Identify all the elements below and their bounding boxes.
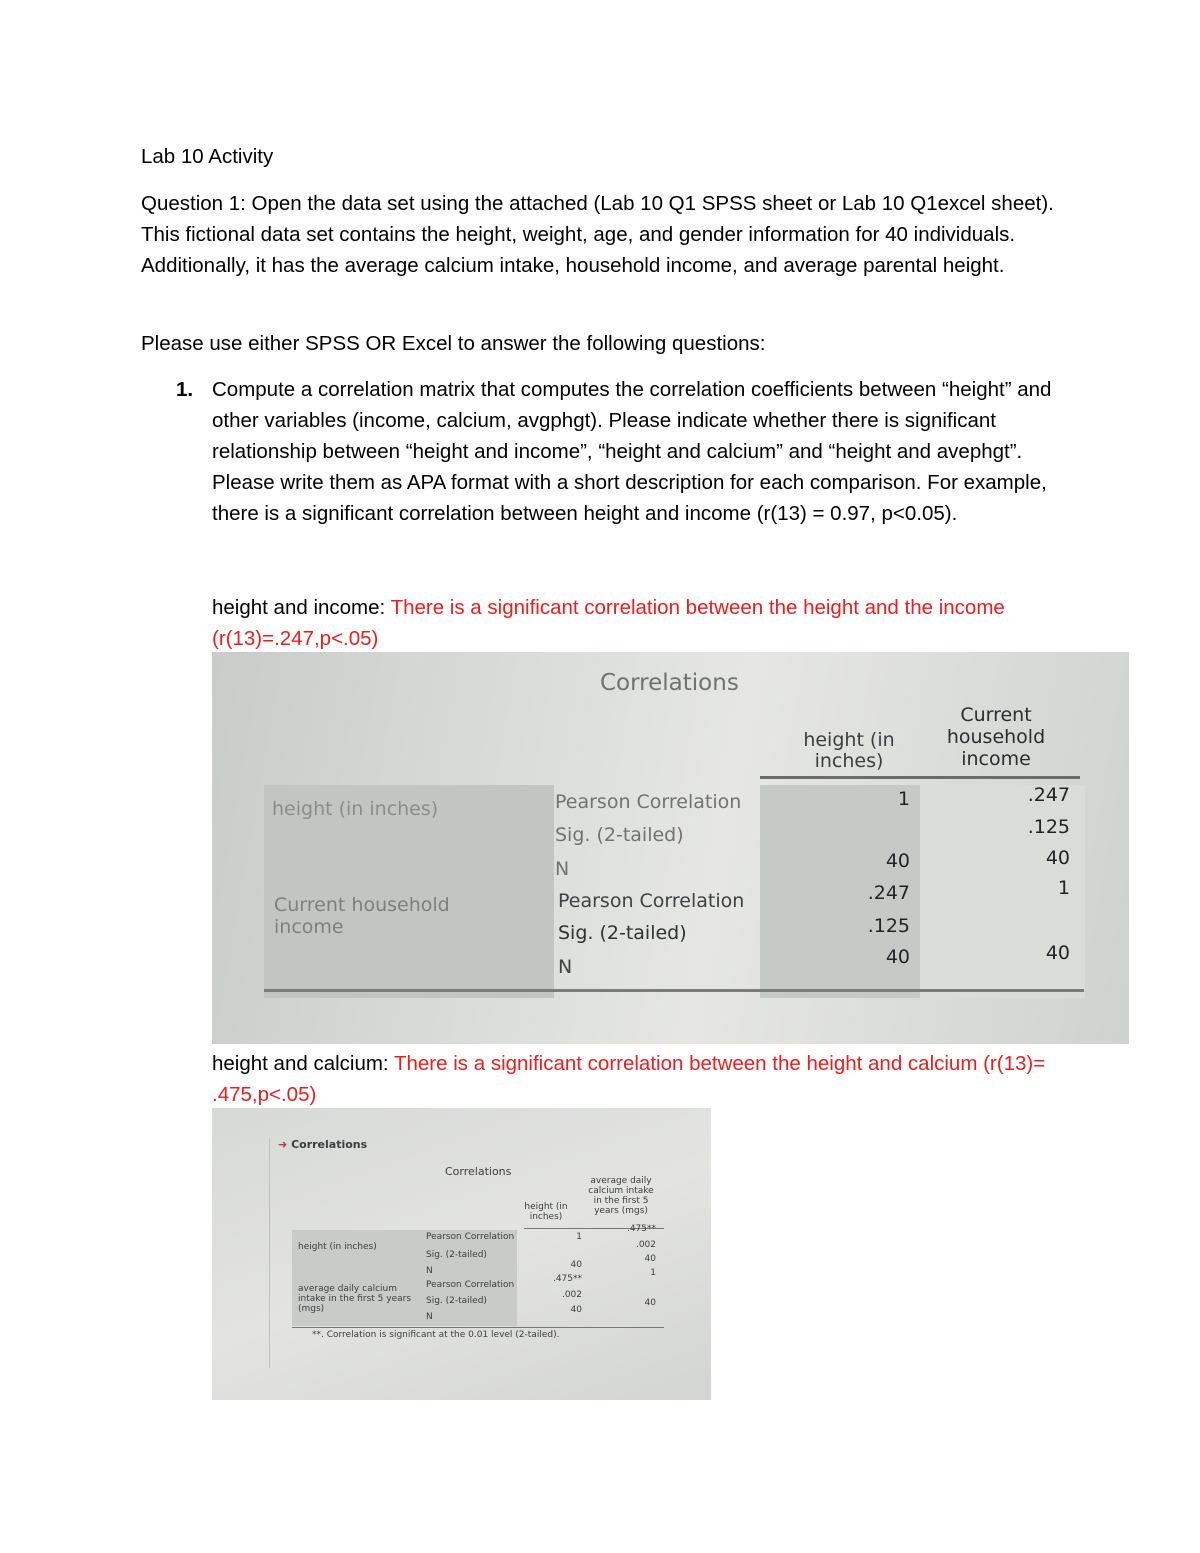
output-section-title <box>278 1138 367 1151</box>
cell-r1-height-n: 40 <box>570 1260 582 1270</box>
answer-height-calcium <box>212 1048 1112 1110</box>
column-header-height: height (in inches) <box>524 1202 568 1222</box>
correlations-photo-income <box>212 652 1129 1044</box>
header-divider <box>760 776 1080 779</box>
column-header-income: Current household income <box>946 704 1046 770</box>
question-1-paragraph: Question 1: Open the data set using the attached (Lab 10 Q1 SPSS sheet or Lab 10 Q1excel sheet). This fictional data set contains the height, weight, age, and gender information for 40 individuals. Additionally, it has the average calcium intake, household income, and average parental height. <box>141 192 1054 277</box>
stat-label-sig-1: Sig. (2-tailed) <box>555 824 684 846</box>
table-footnote: **. Correlation is significant at the 0.01 level (2-tailed). <box>312 1330 560 1340</box>
answer-text: There is a significant correlation between the height and the income (r(13)=.247,p<.05) <box>212 596 1005 650</box>
row-label-height: height (in inches) <box>298 1242 377 1252</box>
cell-r1-calcium-pearson: .475** <box>626 1224 656 1234</box>
answer-label: height and calcium: <box>212 1052 394 1075</box>
stat-label-pearson-2: Pearson Correlation <box>558 890 745 912</box>
answer-label: height and income: <box>212 596 391 619</box>
cell-r2-calcium-n: 40 <box>644 1298 656 1308</box>
cell-r2-income-n: 40 <box>1045 942 1070 964</box>
cell-r1-height-pearson: 1 <box>576 1232 582 1242</box>
stat-label-sig-1: Sig. (2-tailed) <box>426 1250 487 1260</box>
table-title: Correlations <box>600 670 739 696</box>
section-label: Correlations <box>291 1138 368 1151</box>
column-header-calcium: average daily calcium intake in the first 5 years (mgs) <box>588 1176 654 1216</box>
cell-r2-income-pearson: 1 <box>1057 877 1070 899</box>
cell-r1-height-n: 40 <box>885 850 910 872</box>
cell-r2-height-pearson: .475** <box>552 1274 582 1284</box>
stat-label-n-2: N <box>558 956 573 978</box>
document-title: Lab 10 Activity <box>141 145 274 168</box>
cell-r1-income-sig: .125 <box>1027 816 1070 838</box>
row-label-height: height (in inches) <box>272 798 439 820</box>
cell-r1-income-pearson: .247 <box>1027 784 1070 806</box>
stat-label-pearson-2: Pearson Correlation <box>426 1280 515 1290</box>
cell-r2-height-pearson: .247 <box>867 882 910 904</box>
answer-height-income <box>212 592 1112 654</box>
stat-label-sig-2: Sig. (2-tailed) <box>558 922 687 944</box>
arrow-icon: ➜ <box>278 1138 288 1151</box>
cell-r2-height-n: 40 <box>570 1305 582 1315</box>
list-item-number: 1. <box>176 378 194 401</box>
table-title: Correlations <box>445 1165 512 1178</box>
cell-r2-height-sig: .002 <box>561 1290 582 1300</box>
list-item-text: Compute a correlation matrix that computes the correlation coefficients between “height” and other variables (income, calcium, avgphgt). Please indicate whether there is significant relationship between “height and income”, “height and calcium” and “height and avephgt”. Please write them as APA format with a short description for each comparison. For example, there is a significant correlation between height and income (r(13) = 0.97, p<0.05). <box>212 378 1052 525</box>
instruction-paragraph: Please use either SPSS OR Excel to answer the following questions: <box>141 332 766 355</box>
answer-text: There is a significant correlation between the height and calcium (r(13)= .475,p<.05) <box>212 1052 1046 1106</box>
cell-r2-height-n: 40 <box>885 946 910 968</box>
row-label-income: Current household income <box>274 894 450 938</box>
stat-label-sig-2: Sig. (2-tailed) <box>426 1296 487 1306</box>
row-label-calcium: average daily calcium intake in the first 5 years (mgs) <box>298 1284 412 1314</box>
table-bottom-rule <box>264 989 1084 992</box>
cell-r1-height-pearson: 1 <box>897 788 910 810</box>
output-tree-line <box>269 1138 270 1368</box>
table-bottom-rule <box>292 1327 664 1328</box>
stat-label-n-1: N <box>426 1266 433 1276</box>
stat-label-n-1: N <box>555 858 570 880</box>
stat-label-pearson-1: Pearson Correlation <box>426 1232 515 1242</box>
correlations-photo-calcium <box>212 1108 711 1400</box>
cell-r2-calcium-pearson: 1 <box>650 1268 656 1278</box>
column-header-height: height (in inches) <box>803 729 895 772</box>
cell-r1-income-n: 40 <box>1045 847 1070 869</box>
cell-r2-height-sig: .125 <box>867 915 910 937</box>
stat-label-n-2: N <box>426 1312 433 1322</box>
stat-label-pearson-1: Pearson Correlation <box>555 791 742 813</box>
cell-r1-calcium-n: 40 <box>644 1254 656 1264</box>
cell-r1-calcium-sig: .002 <box>635 1240 656 1250</box>
